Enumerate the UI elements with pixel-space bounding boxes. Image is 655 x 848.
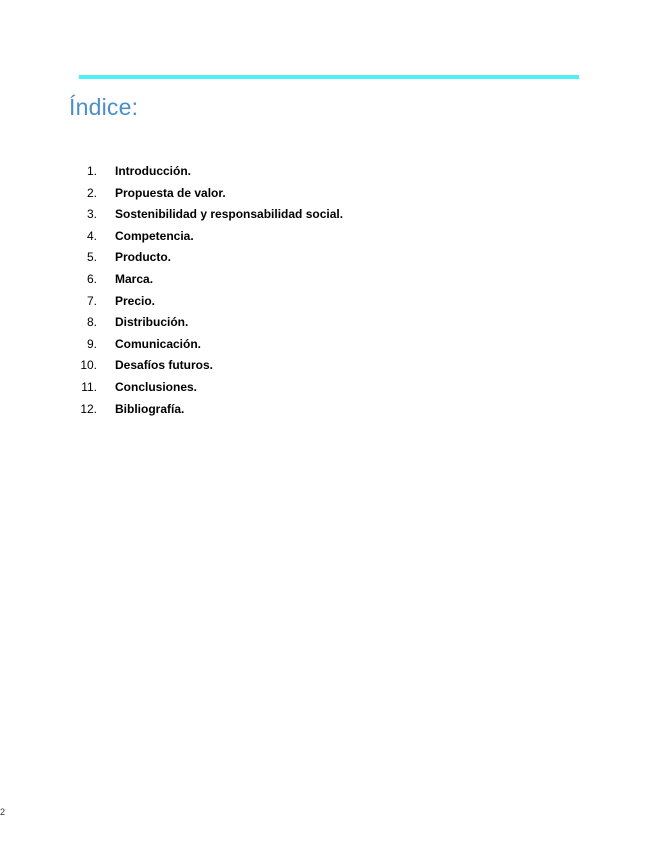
toc-item-number: 3. <box>86 207 97 222</box>
toc-item-precio <box>0 291 655 313</box>
toc-item-label: Distribución. <box>115 315 189 330</box>
toc-item-introduccion <box>0 161 655 183</box>
toc-item-propuesta-de-valor <box>0 183 655 205</box>
toc-item-label: Sostenibilidad y responsabilidad social. <box>115 207 344 222</box>
toc-item-label: Precio. <box>115 293 156 308</box>
page-title: Índice: <box>69 94 139 120</box>
toc-item-bibliografia <box>0 399 655 421</box>
toc-item-number: 7. <box>86 293 97 308</box>
toc-item-number: 1. <box>86 164 97 178</box>
toc-item-number: 5. <box>86 250 97 265</box>
toc-item-label: Introducción. <box>115 164 191 178</box>
toc-item-marca <box>0 269 655 291</box>
toc-item-number: 2. <box>86 185 97 200</box>
table-of-contents <box>0 161 655 420</box>
toc-item-distribucion <box>0 312 655 334</box>
toc-item-number: 6. <box>86 271 97 286</box>
toc-item-number: 8. <box>86 315 97 330</box>
toc-item-label: Desafíos futuros. <box>115 358 214 373</box>
toc-item-conclusiones <box>0 377 655 399</box>
toc-item-number: 10. <box>80 358 97 373</box>
toc-item-producto <box>0 247 655 269</box>
toc-item-number: 12. <box>80 401 97 416</box>
toc-item-comunicacion <box>0 334 655 356</box>
top-accent-rule <box>79 75 579 79</box>
toc-item-label: Bibliografía. <box>115 401 185 416</box>
toc-item-label: Propuesta de valor. <box>115 185 226 200</box>
toc-item-sostenibilidad <box>0 204 655 226</box>
toc-item-label: Marca. <box>115 271 154 286</box>
toc-item-number: 4. <box>86 228 97 243</box>
toc-item-desafios-futuros <box>0 355 655 377</box>
toc-item-label: Producto. <box>115 250 171 265</box>
toc-item-label: Competencia. <box>115 228 194 243</box>
toc-item-competencia <box>0 226 655 248</box>
toc-item-number: 9. <box>86 336 97 351</box>
toc-item-label: Comunicación. <box>115 336 202 351</box>
page-number: 2 <box>0 807 6 817</box>
toc-item-number: 11. <box>81 379 97 394</box>
toc-item-label: Conclusiones. <box>115 379 198 394</box>
